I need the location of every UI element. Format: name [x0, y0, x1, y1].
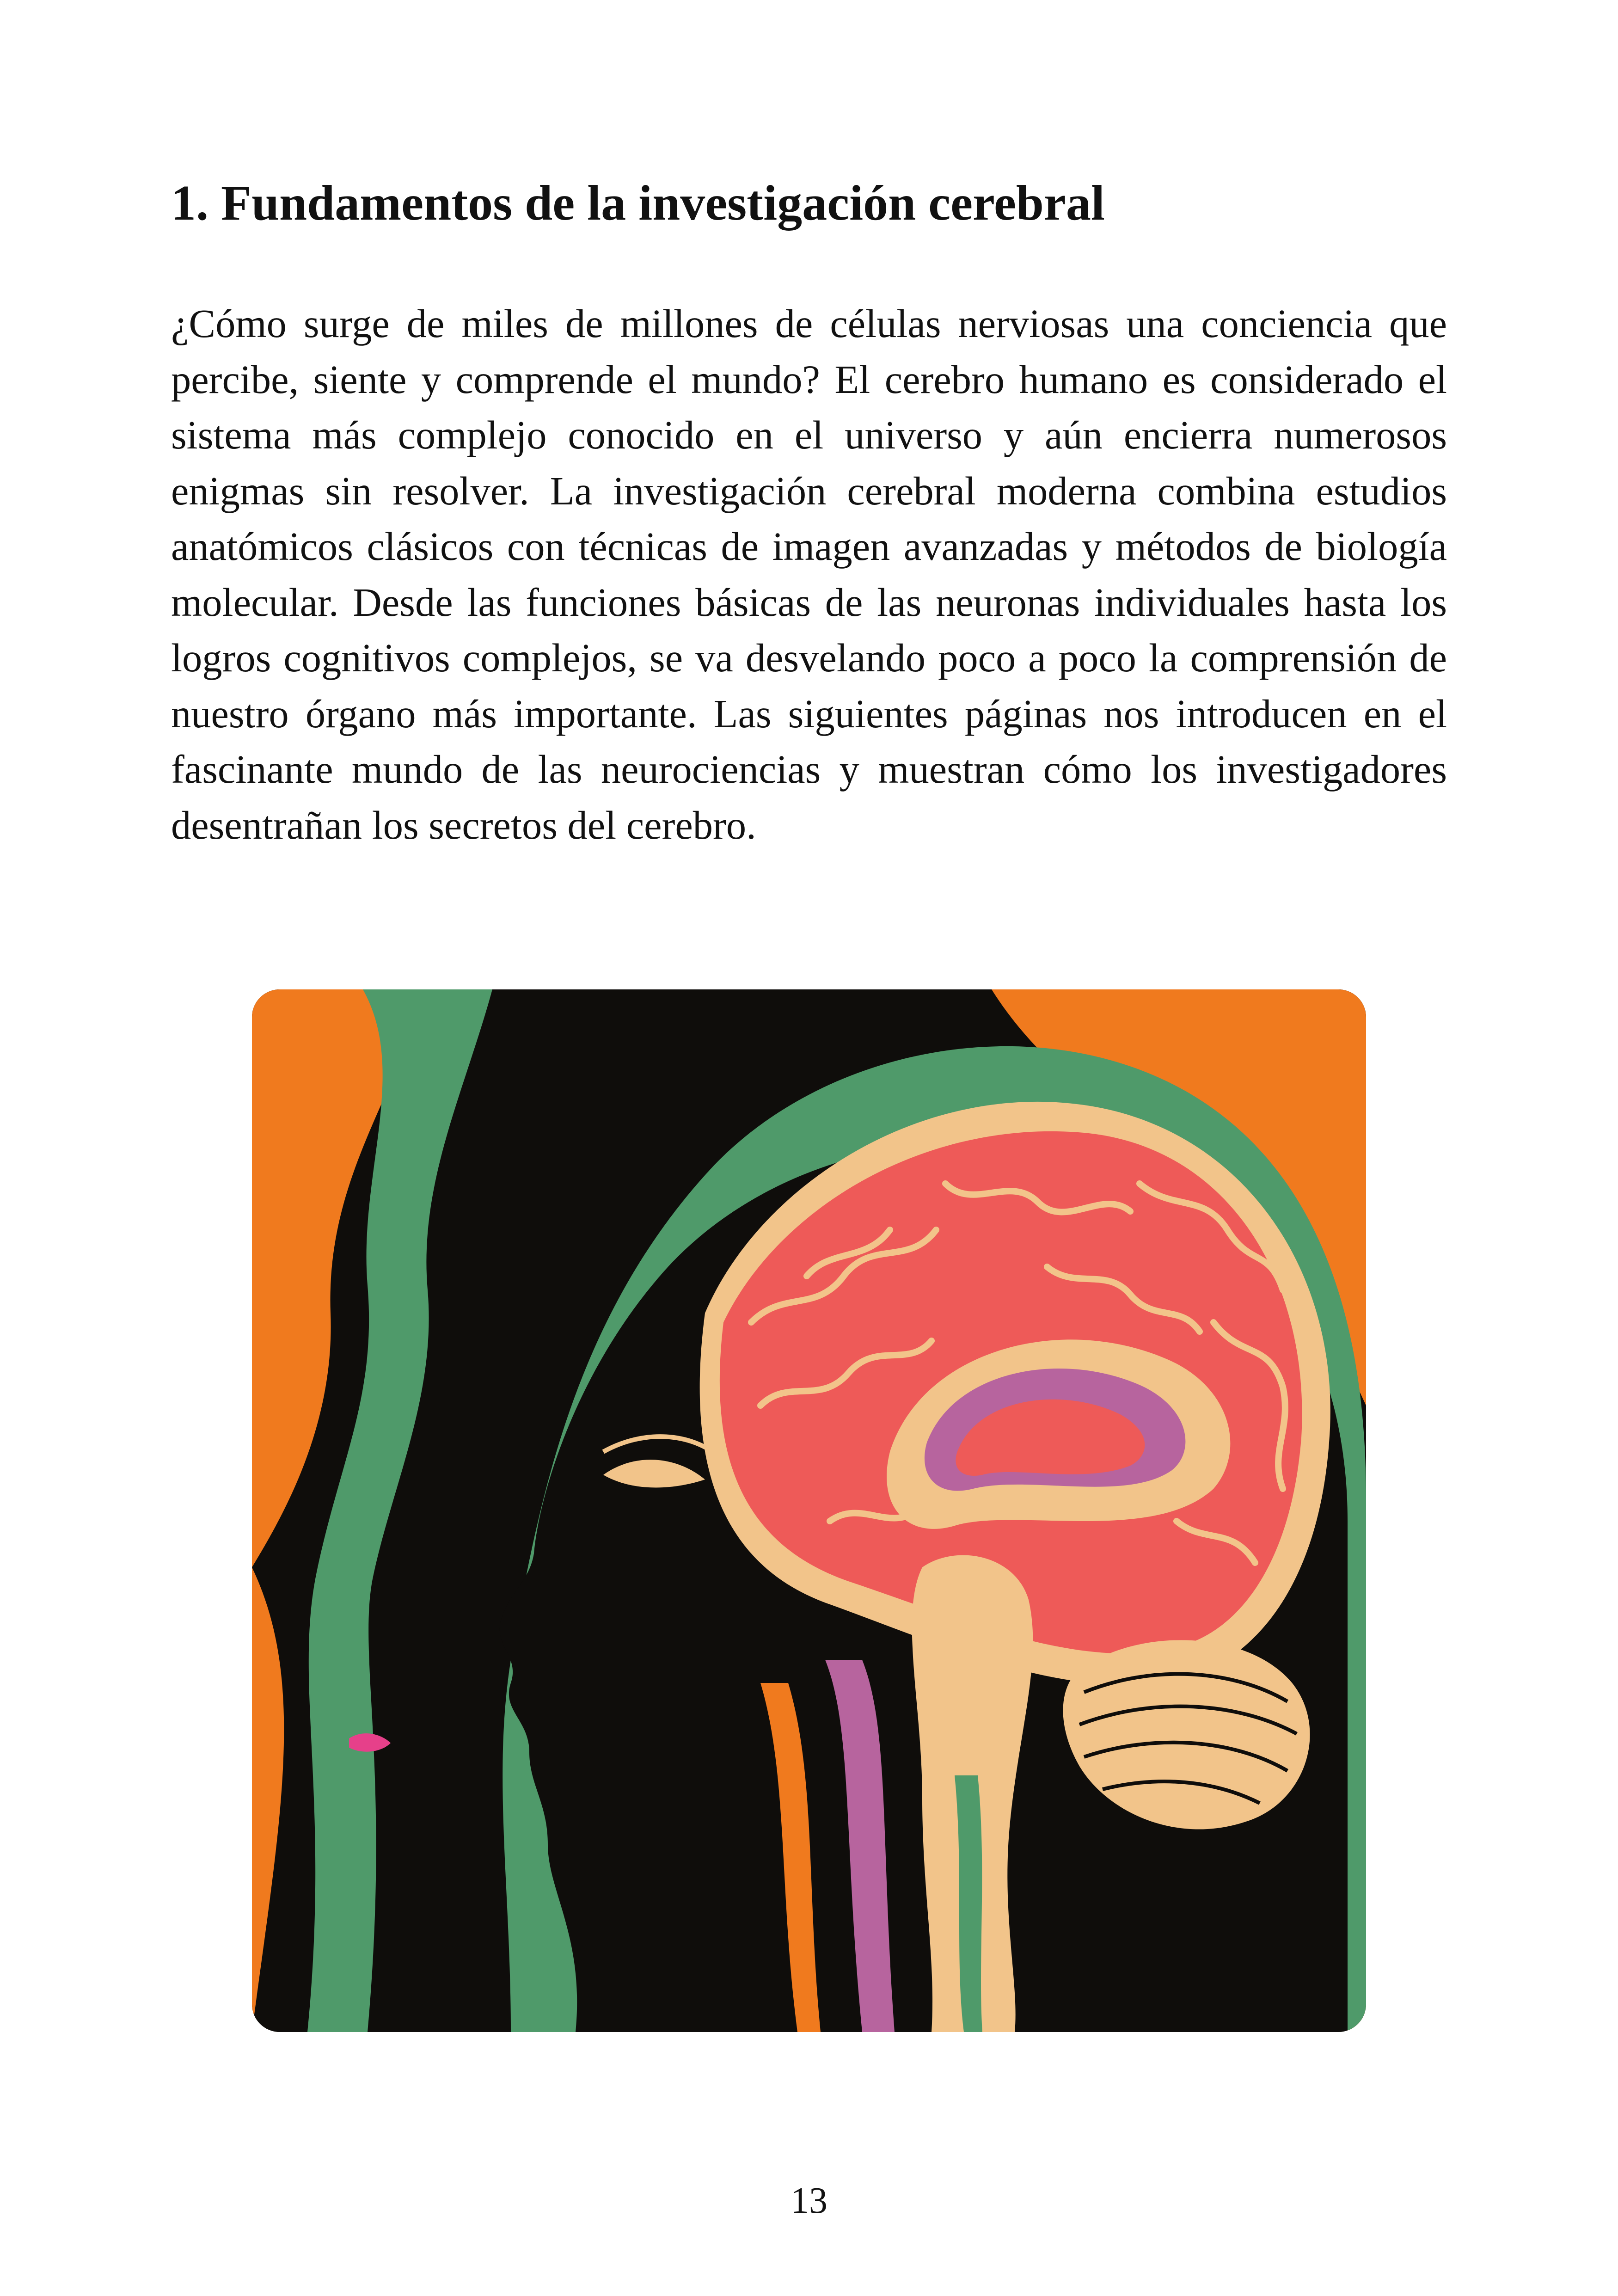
brain-illustration [252, 989, 1366, 2032]
chapter-title: 1. Fundamentos de la investigación cerebral [171, 176, 1105, 231]
intro-paragraph: ¿Cómo surge de miles de millones de células nerviosas una conciencia que percibe, siente y comprende el mundo? El cerebro humano es considerado el sistema más complejo conocido en el universo y aún encierra numerosos enigmas sin resolver. La investigación cerebral moderna combina estudios anatómicos clásicos con técnicas de imagen avanzadas y métodos de biología molecular. Desde las funciones básicas de las neuronas individuales hasta los logros cognitivos complejos, se va desvelando poco a poco la comprensión de nuestro órgano más importante. Las siguientes páginas nos introducen en el fascinante mundo de las neurociencias y muestran cómo los investigadores desentrañan los secretos del cerebro. [171, 301, 1447, 847]
brain-cross-section-artwork [252, 989, 1366, 2032]
page-number: 13 [791, 2180, 827, 2221]
